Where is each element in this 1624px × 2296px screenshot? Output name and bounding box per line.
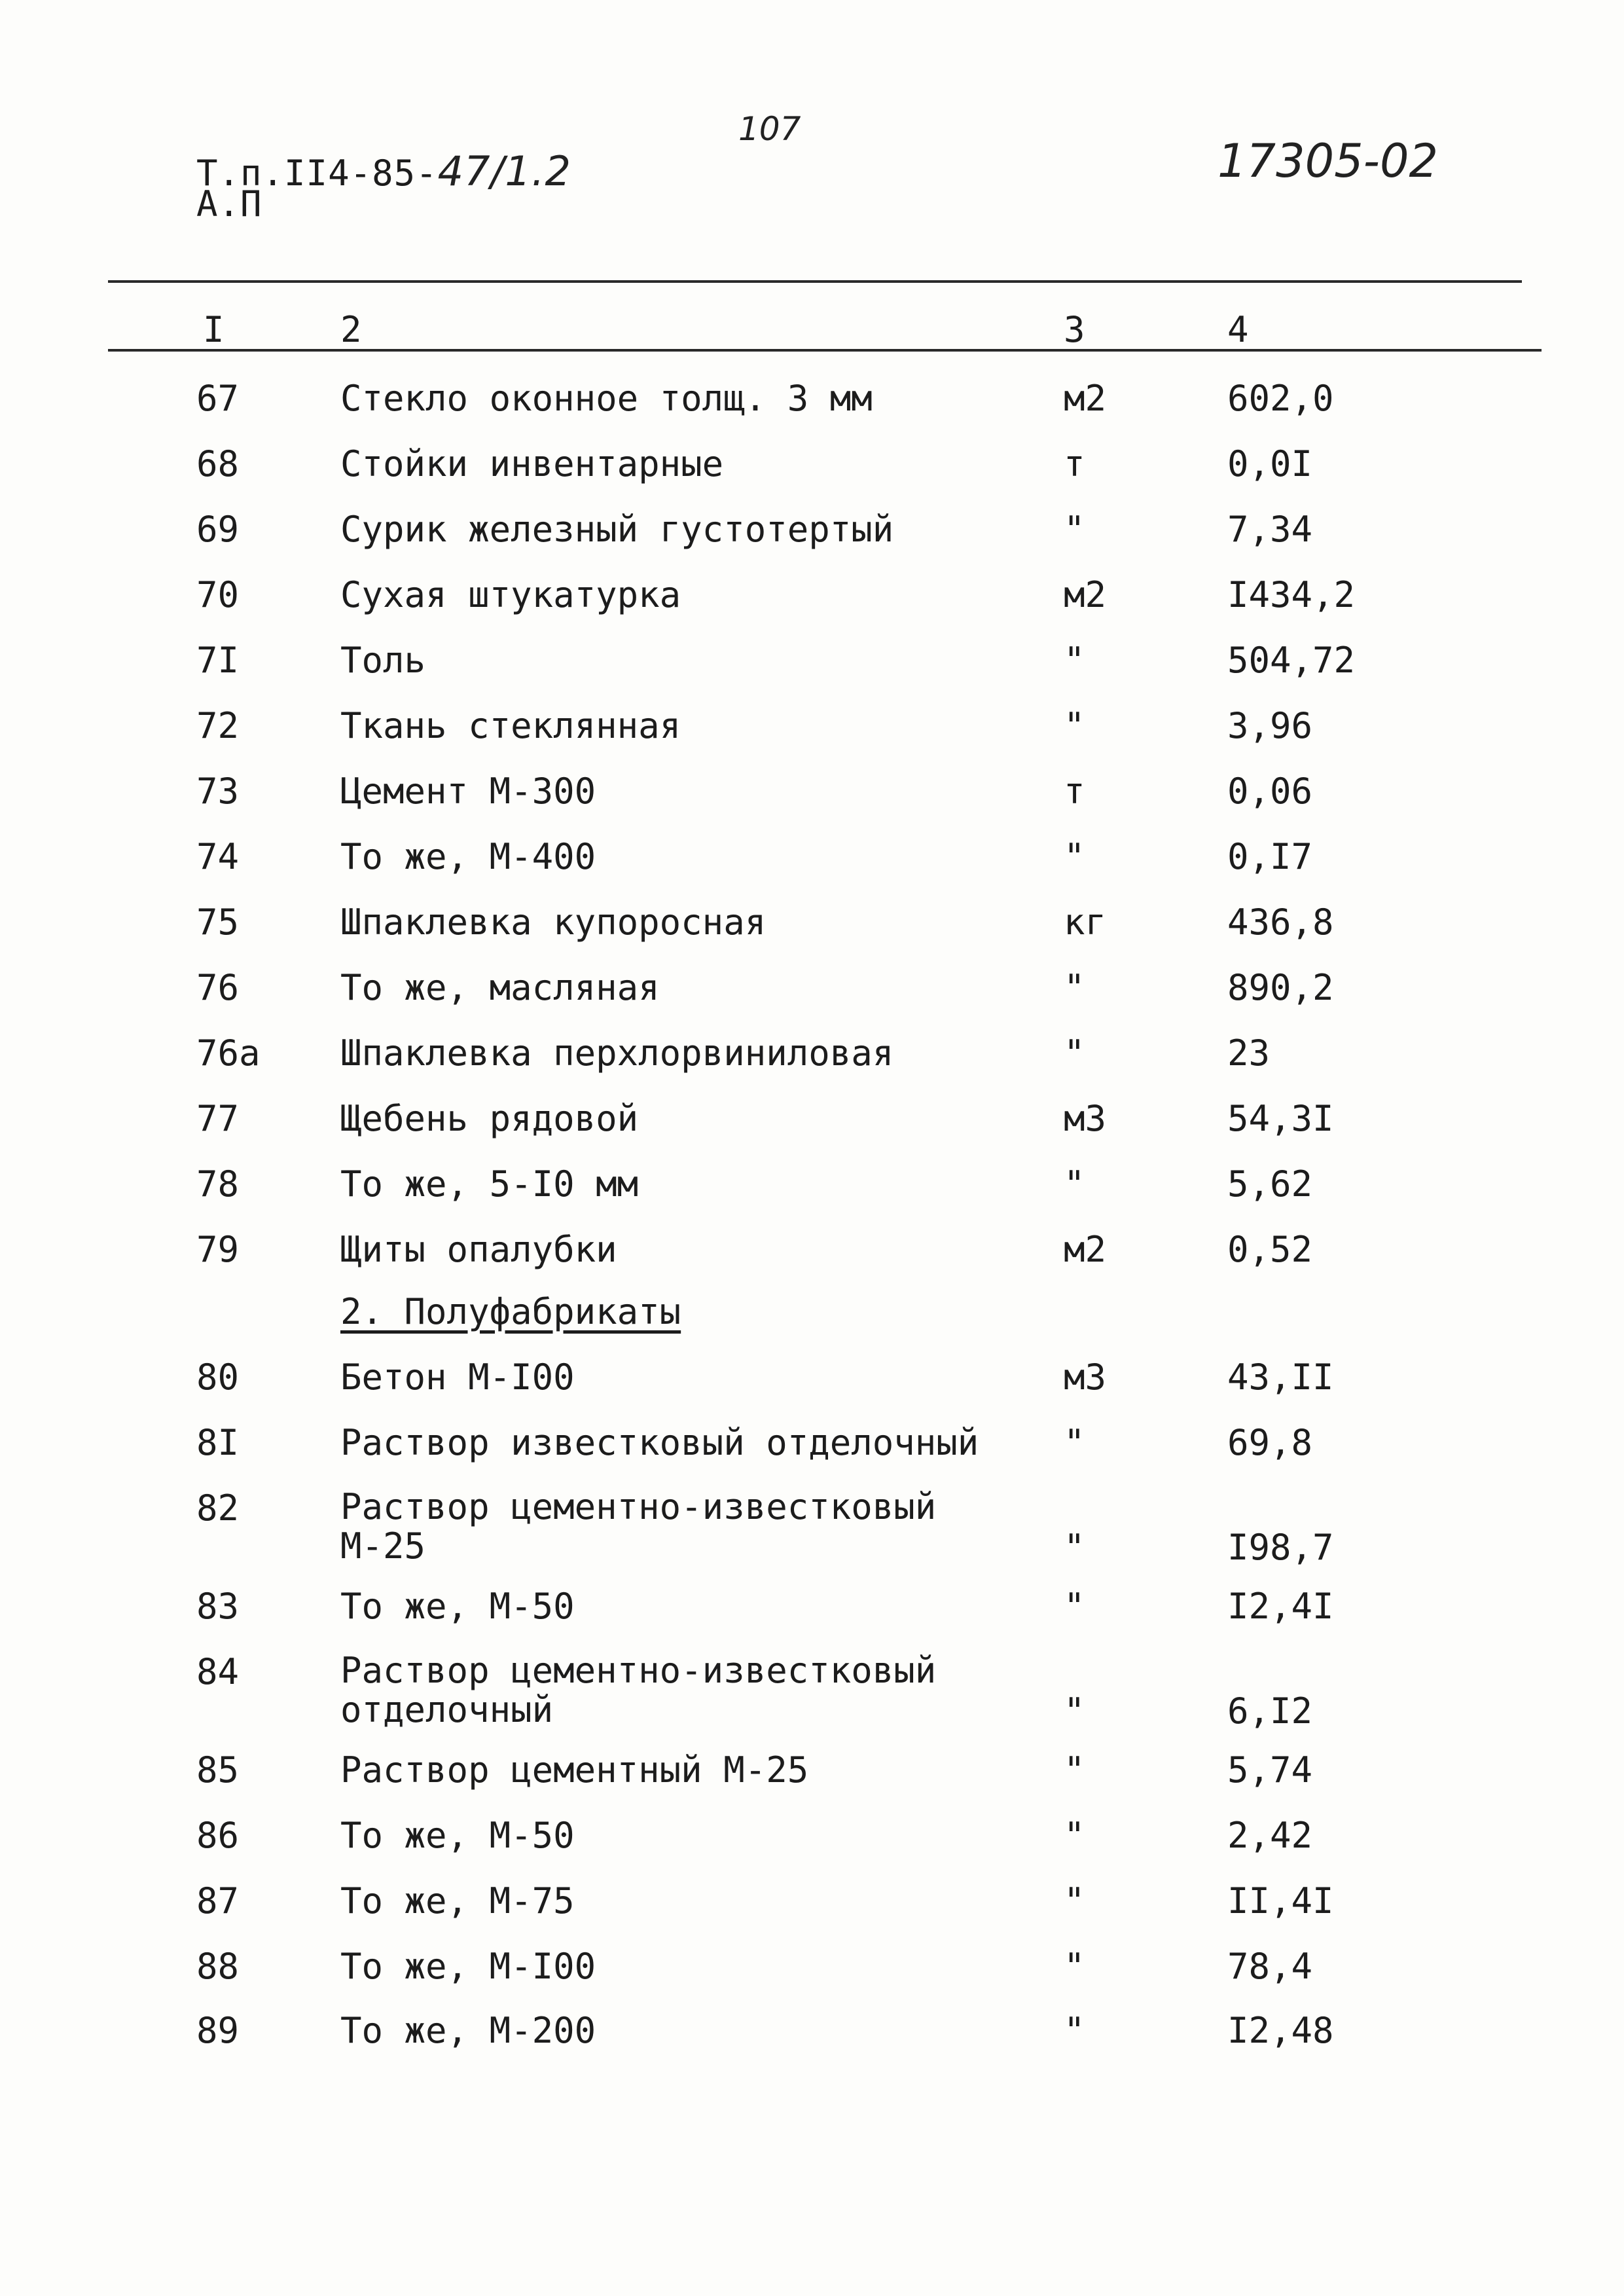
row-quantity: 2,42 bbox=[1227, 1815, 1313, 1856]
document-subcode: А.П bbox=[196, 183, 262, 225]
row-unit: " bbox=[1064, 1163, 1085, 1205]
row-unit: " bbox=[1064, 640, 1085, 681]
row-number: 67 bbox=[196, 378, 240, 419]
row-unit: " bbox=[1064, 1690, 1085, 1732]
row-unit: " bbox=[1064, 1749, 1085, 1791]
row-number: 68 bbox=[196, 443, 240, 484]
row-unit: " bbox=[1064, 1946, 1085, 1987]
row-quantity: 6,I2 bbox=[1227, 1690, 1313, 1732]
row-unit: т bbox=[1064, 443, 1085, 484]
row-name: Щиты опалубки bbox=[340, 1229, 617, 1270]
row-unit: " bbox=[1064, 1815, 1085, 1856]
row-unit: т bbox=[1064, 771, 1085, 812]
row-number: 83 bbox=[196, 1586, 240, 1627]
row-name: Щебень рядовой bbox=[340, 1098, 639, 1139]
row-name: Раствор известковый отделочный bbox=[340, 1422, 979, 1463]
row-number: 70 bbox=[196, 574, 240, 615]
row-unit: " bbox=[1064, 836, 1085, 877]
sheet-code: 17305-02 bbox=[1218, 134, 1439, 188]
row-quantity: 890,2 bbox=[1227, 967, 1334, 1008]
row-name-line1: Раствор цементно-известковый bbox=[340, 1486, 937, 1527]
row-name: Сурик железный густотертый bbox=[340, 509, 894, 550]
row-name: Толь bbox=[340, 640, 426, 681]
row-quantity: I2,48 bbox=[1227, 2010, 1334, 2051]
row-number: 74 bbox=[196, 836, 240, 877]
row-quantity: 0,0I bbox=[1227, 443, 1313, 484]
column-header-2: 2 bbox=[340, 309, 362, 350]
row-name: Стойки инвентарные bbox=[340, 443, 724, 484]
document-code-typed: Т.п.II4-85- bbox=[196, 153, 438, 194]
row-unit: м2 bbox=[1064, 378, 1107, 419]
row-unit: " bbox=[1064, 1586, 1085, 1627]
row-quantity: 5,74 bbox=[1227, 1749, 1313, 1791]
row-number: 76а bbox=[196, 1032, 261, 1074]
row-name: То же, М-400 bbox=[340, 836, 596, 877]
row-number: 84 bbox=[196, 1651, 240, 1692]
row-name: То же, М-200 bbox=[340, 2010, 596, 2051]
column-header-4: 4 bbox=[1227, 309, 1249, 350]
row-number: 80 bbox=[196, 1357, 240, 1398]
row-unit: " bbox=[1064, 705, 1085, 746]
row-quantity: 78,4 bbox=[1227, 1946, 1313, 1987]
row-unit: кг bbox=[1064, 902, 1107, 943]
row-quantity: 504,72 bbox=[1227, 640, 1356, 681]
row-name bbox=[340, 1487, 936, 1566]
row-unit: " bbox=[1064, 2010, 1085, 2051]
row-unit: м3 bbox=[1064, 1357, 1107, 1398]
row-name-line2: М-25 bbox=[340, 1525, 426, 1567]
row-number: 72 bbox=[196, 705, 240, 746]
row-name bbox=[340, 1651, 936, 1730]
row-name: То же, 5-I0 мм bbox=[340, 1163, 639, 1205]
row-quantity: 54,3I bbox=[1227, 1098, 1334, 1139]
row-quantity: 7,34 bbox=[1227, 509, 1313, 550]
row-number: 73 bbox=[196, 771, 240, 812]
row-unit: м2 bbox=[1064, 1229, 1107, 1270]
row-quantity: 0,I7 bbox=[1227, 836, 1313, 877]
row-name-line2: отделочный bbox=[340, 1689, 554, 1730]
row-name: Шпаклевка купоросная bbox=[340, 902, 767, 943]
row-unit: " bbox=[1064, 1422, 1085, 1463]
row-name: Ткань стеклянная bbox=[340, 705, 681, 746]
row-number: 78 bbox=[196, 1163, 240, 1205]
row-number: 8I bbox=[196, 1422, 240, 1463]
row-quantity: 69,8 bbox=[1227, 1422, 1313, 1463]
row-name: То же, М-75 bbox=[340, 1880, 575, 1922]
row-number: 82 bbox=[196, 1487, 240, 1529]
row-unit: " bbox=[1064, 1880, 1085, 1922]
row-unit: м2 bbox=[1064, 574, 1107, 615]
page-number: 107 bbox=[738, 110, 801, 148]
row-quantity: 3,96 bbox=[1227, 705, 1313, 746]
row-name: Бетон М-I00 bbox=[340, 1357, 575, 1398]
column-header-3: 3 bbox=[1064, 309, 1085, 350]
row-quantity: I98,7 bbox=[1227, 1527, 1334, 1568]
row-quantity: I434,2 bbox=[1227, 574, 1356, 615]
row-number: 76 bbox=[196, 967, 240, 1008]
row-name: Сухая штукатурка bbox=[340, 574, 681, 615]
row-number: 88 bbox=[196, 1946, 240, 1987]
row-quantity: 0,52 bbox=[1227, 1229, 1313, 1270]
row-name: То же, М-50 bbox=[340, 1586, 575, 1627]
row-name: То же, масляная bbox=[340, 967, 660, 1008]
row-name: Шпаклевка перхлорвиниловая bbox=[340, 1032, 894, 1074]
row-number: 86 bbox=[196, 1815, 240, 1856]
row-number: 89 bbox=[196, 2010, 240, 2051]
row-number: 7I bbox=[196, 640, 240, 681]
row-number: 77 bbox=[196, 1098, 240, 1139]
row-quantity: II,4I bbox=[1227, 1880, 1334, 1922]
row-name: Раствор цементный М-25 bbox=[340, 1749, 809, 1791]
row-unit: м3 bbox=[1064, 1098, 1107, 1139]
row-quantity: I2,4I bbox=[1227, 1586, 1334, 1627]
row-number: 75 bbox=[196, 902, 240, 943]
row-name: Цемент М-300 bbox=[340, 771, 596, 812]
row-quantity: 5,62 bbox=[1227, 1163, 1313, 1205]
row-number: 85 bbox=[196, 1749, 240, 1791]
row-name: То же, М-I00 bbox=[340, 1946, 596, 1987]
row-unit: " bbox=[1064, 1032, 1085, 1074]
top-rule bbox=[108, 280, 1522, 283]
row-quantity: 23 bbox=[1227, 1032, 1271, 1074]
document-code-handwritten: 47/1.2 bbox=[437, 147, 572, 195]
row-number: 79 bbox=[196, 1229, 240, 1270]
row-number: 69 bbox=[196, 509, 240, 550]
row-unit: " bbox=[1064, 509, 1085, 550]
column-header-1: I bbox=[203, 309, 225, 350]
row-quantity: 43,II bbox=[1227, 1357, 1334, 1398]
row-name-line1: Раствор цементно-известковый bbox=[340, 1650, 937, 1691]
row-name: То же, М-50 bbox=[340, 1815, 575, 1856]
row-number: 87 bbox=[196, 1880, 240, 1922]
row-quantity: 602,0 bbox=[1227, 378, 1334, 419]
column-header-rule bbox=[108, 349, 1542, 352]
section-heading: 2. Полуфабрикаты bbox=[340, 1291, 681, 1332]
row-unit: " bbox=[1064, 967, 1085, 1008]
row-quantity: 436,8 bbox=[1227, 902, 1334, 943]
row-name: Стекло оконное толщ. 3 мм bbox=[340, 378, 873, 419]
row-unit: " bbox=[1064, 1527, 1085, 1568]
row-quantity: 0,06 bbox=[1227, 771, 1313, 812]
